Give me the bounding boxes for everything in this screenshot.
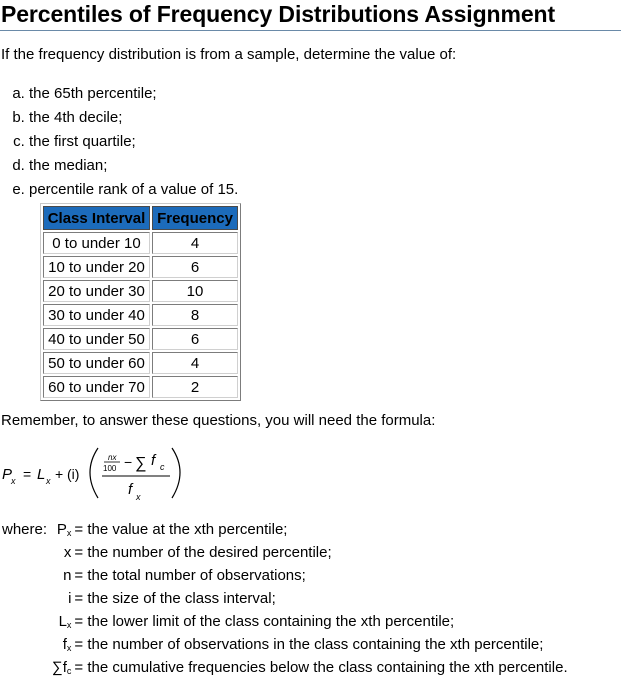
table-header-row — [43, 206, 238, 230]
cell-frequency: 4 — [152, 232, 238, 254]
formula-left-paren — [90, 448, 98, 498]
table-row — [43, 328, 238, 350]
cell-frequency: 2 — [152, 376, 238, 398]
definition-row — [2, 611, 568, 634]
table-row — [43, 304, 238, 326]
symbol-sub: x — [66, 643, 72, 653]
question-item: c. the first quartile; — [29, 130, 238, 154]
formula-fx: f — [128, 481, 133, 498]
definition-row — [2, 519, 568, 542]
formula-l-sub: x — [46, 476, 51, 486]
page-title: Percentiles of Frequency Distributions Assignment — [1, 1, 556, 27]
question-item: d. the median; — [29, 154, 238, 178]
cell-interval: 30 to under 40 — [43, 304, 150, 326]
formula-fc: f — [151, 452, 156, 469]
formula-plus: + — [55, 466, 64, 482]
frequency-table — [40, 203, 241, 401]
definition-text: = the number of the desired percentile; — [74, 544, 332, 561]
cell-interval: 60 to under 70 — [43, 376, 150, 398]
definition-text: = the total number of observations; — [74, 567, 306, 584]
symbol-text: x — [63, 544, 72, 561]
symbol-text: ∑f — [52, 659, 67, 676]
cell-frequency: 4 — [152, 352, 238, 374]
where-prefix: where: — [2, 521, 48, 538]
cell-interval: 0 to under 10 — [43, 232, 150, 254]
symbol-sub: c — [66, 666, 72, 676]
definition-text: = the size of the class interval; — [74, 590, 276, 607]
cell-frequency: 6 — [152, 256, 238, 278]
header-class-interval: Class Interval — [43, 206, 150, 230]
definition-symbol — [52, 565, 74, 588]
sigma-icon: ∑ — [135, 455, 147, 472]
definition-row — [2, 657, 568, 680]
formula-l: L — [37, 466, 46, 483]
definition-row — [2, 634, 568, 657]
table-row — [43, 232, 238, 254]
definition-text: = the lower limit of the class containing the xth percentile; — [74, 613, 455, 630]
formula-hundred: 100 — [103, 464, 117, 473]
symbol-text: i — [68, 590, 72, 607]
question-item: a. the 65th percentile; — [29, 82, 238, 106]
cell-frequency: 8 — [152, 304, 238, 326]
symbol-sub: x — [66, 528, 72, 538]
symbol-text: f — [62, 636, 67, 653]
formula-equals: = — [23, 466, 32, 482]
formula-p-sub: x — [11, 476, 16, 486]
formula-intro-text: Remember, to answer these questions, you will need the formula: — [1, 412, 436, 429]
intro-text: If the frequency distribution is from a sample, determine the value of: — [1, 46, 457, 63]
question-list — [1, 82, 238, 202]
variable-definitions — [2, 519, 568, 680]
definition-symbol — [52, 657, 74, 680]
cell-interval: 40 to under 50 — [43, 328, 150, 350]
definition-row — [2, 565, 568, 588]
definition-symbol — [52, 542, 74, 565]
header-frequency: Frequency — [152, 206, 238, 230]
symbol-text: n — [63, 567, 72, 584]
symbol-text: P — [56, 521, 67, 538]
table-row — [43, 280, 238, 302]
table-row — [43, 376, 238, 398]
question-item: e. percentile rank of a value of 15. — [29, 178, 238, 202]
definition-text: = the cumulative frequencies below the class containing the xth percentile. — [74, 659, 568, 676]
cell-interval: 10 to under 20 — [43, 256, 150, 278]
table-row — [43, 352, 238, 374]
definition-row — [2, 588, 568, 611]
formula-fc-sub: c — [160, 462, 165, 472]
symbol-text: L — [58, 613, 67, 630]
table-row — [43, 256, 238, 278]
title-divider — [0, 30, 621, 31]
symbol-sub: x — [66, 620, 72, 630]
formula-i: (i) — [67, 466, 80, 482]
definition-row — [2, 542, 568, 565]
definition-text: = the number of observations in the class containing the xth percentile; — [74, 636, 544, 653]
formula-minus: − — [124, 454, 133, 470]
definition-symbol — [52, 634, 74, 657]
cell-frequency: 6 — [152, 328, 238, 350]
definition-symbol — [52, 611, 74, 634]
formula-fx-sub: x — [136, 492, 141, 502]
cell-frequency: 10 — [152, 280, 238, 302]
cell-interval: 50 to under 60 — [43, 352, 150, 374]
definition-symbol — [52, 519, 74, 542]
definition-symbol — [52, 588, 74, 611]
formula-nx: nx — [108, 453, 117, 462]
formula-p: P — [2, 466, 13, 483]
formula-right-paren — [172, 448, 180, 498]
cell-interval: 20 to under 30 — [43, 280, 150, 302]
definition-text: = the value at the xth percentile; — [74, 521, 288, 538]
question-item: b. the 4th decile; — [29, 106, 238, 130]
percentile-formula — [0, 442, 200, 508]
